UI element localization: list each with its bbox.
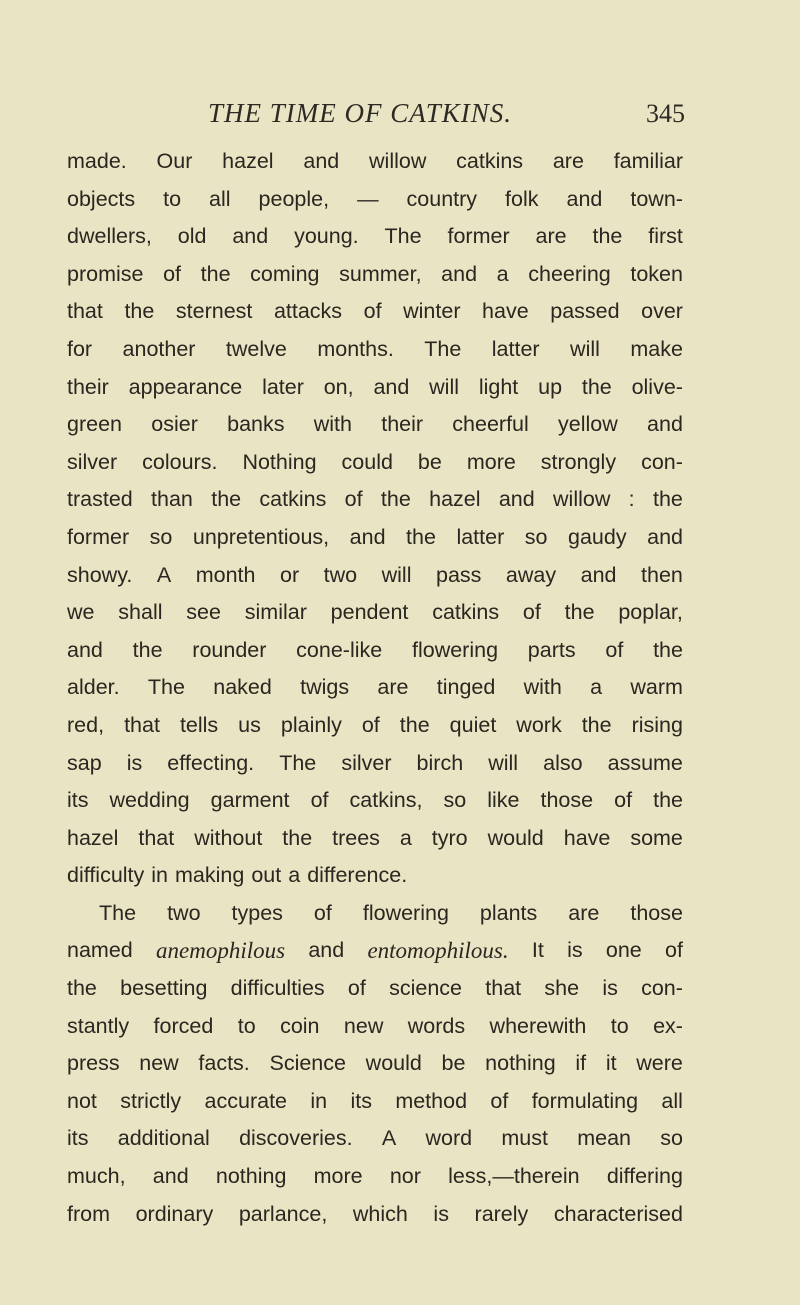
running-title: THE TIME OF CATKINS. [208,98,513,128]
word: the [132,637,163,662]
word: and [152,1164,189,1189]
word: would [487,825,544,850]
word: from [67,1201,110,1226]
word: strongly [540,449,617,474]
word: and [232,224,269,249]
word: passed [550,299,620,324]
word: are [535,224,567,249]
word: coin [280,1013,320,1038]
word: pass [435,562,482,587]
word: some [630,825,683,850]
word: us [238,712,261,737]
word: the [592,224,623,249]
text-line [67,895,683,933]
word: in [310,1088,328,1113]
word: effecting. [167,750,255,775]
word: will [429,374,459,399]
word: besetting [120,976,208,1001]
word: appearance [128,374,243,399]
word: with [523,675,562,700]
word: osier [151,412,198,437]
word: ordinary [135,1201,214,1226]
word: town- [630,186,683,211]
word: stantly [67,1013,130,1038]
word: The [99,900,137,925]
word: and [566,186,603,211]
word: all [209,186,231,211]
word: trees [332,825,380,850]
text-line [67,669,683,707]
word: plants [479,900,538,925]
word: red, [67,712,105,737]
word: additional [117,1126,210,1151]
word: on, [323,374,354,399]
word: two [167,900,201,925]
word: naked [213,675,272,700]
word: could [341,449,393,474]
word: of [614,788,633,813]
word: first [648,224,683,249]
word: dwellers, [67,224,152,249]
text-line [67,857,683,895]
word: A [156,562,172,587]
text-line [67,519,683,557]
word: so [524,524,548,549]
word: one [605,938,642,963]
word: making [175,863,245,888]
text-line [67,970,683,1008]
word: up [538,374,563,399]
word: all [661,1088,683,1113]
word: poplar, [618,600,683,625]
word: difficulty [67,863,145,888]
word: more [466,449,516,474]
word: will [488,750,519,775]
word: to [237,1013,256,1038]
word: the [211,487,242,512]
word: method [395,1088,468,1113]
word: coming [250,261,320,286]
word: flowering [411,637,499,662]
word: plainly [280,712,342,737]
word: are [377,675,409,700]
word: are [552,149,584,173]
word: tells [179,712,219,737]
word: then [641,562,683,587]
word: the [581,712,612,737]
word: its [67,1126,89,1151]
word: flowering [362,900,449,925]
word: will [381,562,412,587]
word: of [347,976,366,1001]
word: and [441,261,478,286]
word: formulating [531,1088,639,1113]
word: be [441,1051,466,1076]
word: the [124,299,155,324]
word: Nothing [242,449,317,474]
text-line [67,444,683,482]
word: much, [67,1164,126,1189]
word: word [425,1126,473,1151]
word: for [67,336,93,361]
word: The [279,750,317,775]
word: assume [607,750,683,775]
word: characterised [553,1201,683,1226]
word: work [516,712,562,737]
text-line [67,557,683,595]
word: of [361,712,380,737]
word: hazel [222,149,274,173]
word: a [590,675,603,700]
word: twigs [300,675,350,700]
word: light [478,374,519,399]
word: hazel [67,825,119,850]
word: with [313,412,352,437]
text-line [67,707,683,745]
word: winter [403,299,461,324]
word: of [490,1088,509,1113]
word: nothing [215,1164,287,1189]
word: their [67,374,109,399]
word: is [126,750,143,775]
word: over [641,299,683,324]
word: old [177,224,207,249]
word: token [630,261,683,286]
word: and [647,524,683,549]
word: alder. [67,675,120,700]
word: must [501,1126,548,1151]
word: so [443,788,467,813]
word: is [602,976,618,1001]
word: those [540,788,594,813]
word: rarely [474,1201,529,1226]
word: difference. [307,863,408,888]
word: more [313,1164,363,1189]
text-line [67,1120,683,1158]
word: of [163,261,182,286]
text-line [67,293,683,331]
word: of [605,637,624,662]
word: make [630,336,683,361]
word: that [138,825,175,850]
word: wedding [109,788,190,813]
word: silver [341,750,392,775]
text-line [67,1083,683,1121]
word: so [660,1126,683,1151]
word: accurate [204,1088,287,1113]
word: the [564,600,595,625]
word: green [67,412,122,437]
word: summer, [339,261,422,286]
word: in [151,863,169,888]
word: gaudy [568,524,627,549]
word: olive- [631,374,683,399]
word: mean [577,1126,631,1151]
word: parts [527,637,576,662]
word: people, [258,186,330,211]
word: ex- [653,1013,683,1038]
word: catkins [432,600,500,625]
word: nor [389,1164,421,1189]
word: science [389,976,463,1001]
word: con- [641,976,683,1001]
word: and [580,562,617,587]
word: of [363,299,382,324]
word: country [406,186,478,211]
word: It [531,938,544,963]
word: new [343,1013,384,1038]
italic-word: entomophilous. [367,938,509,964]
word: The [384,224,422,249]
word: of [344,487,363,512]
word: rising [631,712,683,737]
word: and [373,374,410,399]
word: the [581,374,612,399]
word: sap [67,750,102,775]
word: objects [67,186,136,211]
word: a [288,863,301,888]
word: its [67,788,89,813]
word: of [313,900,332,925]
word: cone-like [296,637,383,662]
word: that [67,299,103,324]
body-text [67,143,683,1233]
word: months. [317,336,394,361]
word: banks [227,412,285,437]
word: and [308,938,345,963]
word: : [628,487,635,512]
word: silver [67,449,118,474]
word: the [653,637,683,662]
text-line [67,1008,683,1046]
word: garment [210,788,290,813]
word: than [151,487,193,512]
running-head [0,98,800,138]
word: of [522,600,541,625]
word: have [563,825,611,850]
word: to [163,186,182,211]
word: tyro [431,825,468,850]
word: new [139,1051,179,1076]
text-line [67,1045,683,1083]
word: out [251,863,282,888]
word: like [487,788,520,813]
word: so [149,524,173,549]
word: forced [153,1013,214,1038]
word: shall [118,600,163,625]
word: — [357,186,379,211]
word: cheerful [452,412,529,437]
word: willow [553,487,611,512]
word: con- [641,449,683,474]
word: colours. [142,449,218,474]
word: catkins [259,487,327,512]
word: the [406,524,436,549]
word: it [605,1051,617,1076]
word: folk [505,186,539,211]
word: trasted [67,487,133,512]
word: cheering [528,261,611,286]
text-line [67,745,683,783]
word: made. [67,149,127,173]
word: the [652,487,683,512]
word: twelve [225,336,287,361]
word: types [231,900,283,925]
text-line [67,632,683,670]
word: later [262,374,304,399]
word: away [505,562,557,587]
word: young. [294,224,359,249]
word: birch [416,750,464,775]
word: differing [606,1164,683,1189]
word: that [485,976,522,1001]
word: a [399,825,412,850]
word: not [67,1088,97,1113]
text-line [67,143,683,181]
word: those [630,900,683,925]
word: quiet [449,712,497,737]
text-line [67,820,683,858]
word: named [67,938,133,963]
word: she [544,976,580,1001]
word: is [433,1201,449,1226]
word: press [67,1051,120,1076]
word: willow [369,149,427,173]
word: its [350,1088,372,1113]
word: a [496,261,509,286]
word: former [447,224,510,249]
word: and [498,487,535,512]
word: former [67,524,130,549]
word: parlance, [238,1201,328,1226]
word: tinged [436,675,496,700]
word: Our [156,149,193,173]
word: their [381,412,424,437]
word: and [67,637,103,662]
word: less,—therein [448,1164,580,1189]
word: that [124,712,160,737]
word: yellow [558,412,618,437]
text-line [67,331,683,369]
text-line [67,369,683,407]
text-line [67,1196,683,1234]
word: see [186,600,221,625]
word: of [665,938,683,963]
word: the [380,487,411,512]
text-line [67,181,683,219]
word: are [568,900,600,925]
word: promise [67,261,144,286]
word: the [399,712,430,737]
word: hazel [429,487,481,512]
word: nothing [485,1051,556,1076]
word: and [647,412,683,437]
word: similar [244,600,307,625]
italic-word: anemophilous [156,938,286,964]
word: without [194,825,263,850]
word: another [122,336,196,361]
text-line [67,481,683,519]
word: be [417,449,442,474]
word: unpretentious, [192,524,330,549]
word: the [653,788,683,813]
text-line [67,1158,683,1196]
word: difficulties [230,976,325,1001]
word: have [482,299,529,324]
word: attacks [273,299,343,324]
word: words [407,1013,466,1038]
word: will [570,336,600,361]
word: facts. [198,1051,250,1076]
word: two [323,562,358,587]
word: and [349,524,386,549]
word: sternest [175,299,253,324]
word: catkins, [349,788,423,813]
word: warm [630,675,683,700]
word: strictly [120,1088,182,1113]
word: the [282,825,313,850]
word: The [424,336,462,361]
word: latter [456,524,505,549]
text-line [67,218,683,256]
word: the [67,976,97,1001]
text-line [67,406,683,444]
word: The [147,675,185,700]
word: and [303,149,340,173]
word: or [279,562,300,587]
word: Science [269,1051,346,1076]
word: if [575,1051,587,1076]
word: A [381,1126,397,1151]
word: is [567,938,583,963]
text-line [67,932,683,970]
word: to [610,1013,629,1038]
word: catkins [456,149,524,173]
word: latter [491,336,540,361]
text-line [67,594,683,632]
word: also [543,750,583,775]
text-line [67,256,683,294]
word: discoveries. [239,1126,353,1151]
word: rounder [192,637,267,662]
word: of [310,788,329,813]
word: were [636,1051,683,1076]
word: would [365,1051,422,1076]
text-line [67,782,683,820]
word: wherewith [489,1013,587,1038]
word: showy. [67,562,133,587]
word: we [67,600,95,625]
word: which [352,1201,408,1226]
word: pendent [330,600,409,625]
word: month [195,562,256,587]
word: familiar [613,149,683,173]
word: the [200,261,231,286]
page-number: 345 [646,99,685,128]
